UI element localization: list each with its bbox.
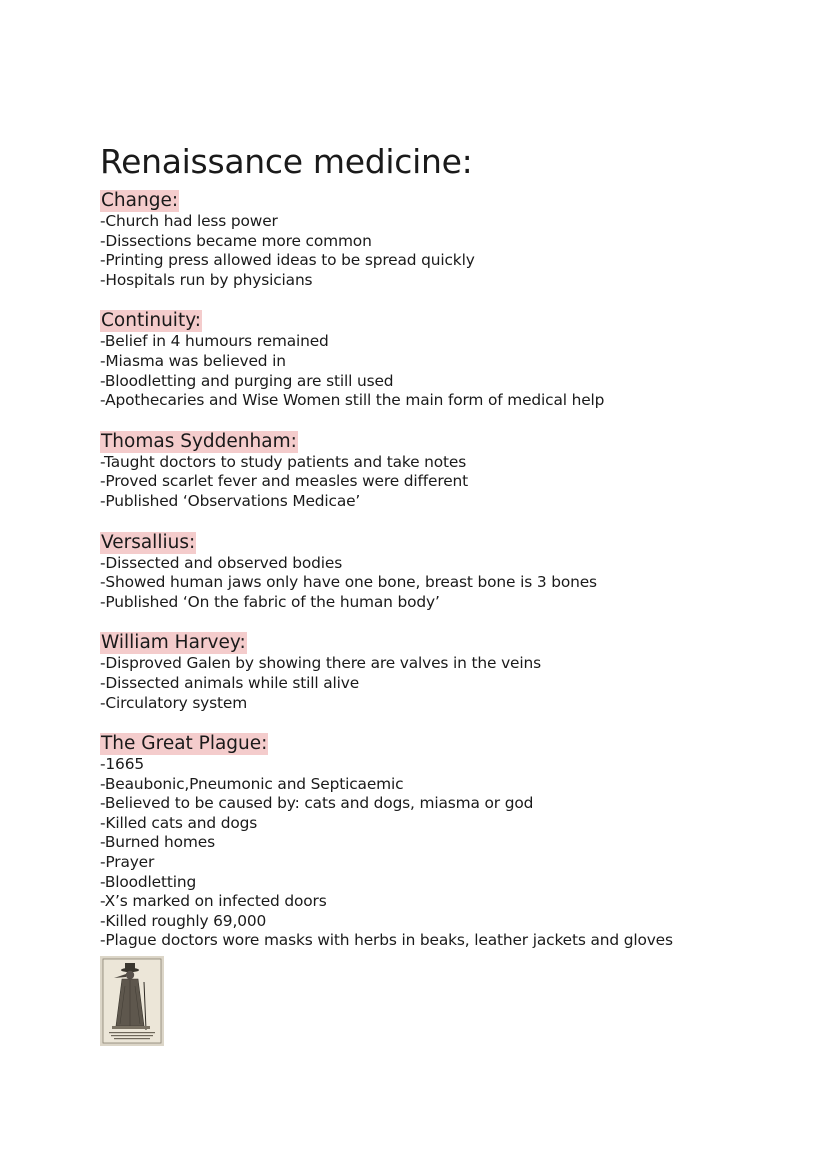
list-item: -Hospitals run by physicians: [100, 270, 313, 289]
document-page: [100, 143, 800, 1046]
section-heading: Versallius:: [101, 531, 196, 553]
list-item: -Disproved Galen by showing there are valves in the veins: [100, 654, 541, 673]
list-item: -Killed cats and dogs: [100, 813, 258, 832]
list-item: -Burned homes: [100, 833, 215, 852]
mask-head: [126, 971, 134, 979]
bullet-list: [100, 755, 800, 951]
list-item: -Believed to be caused by: cats and dogs, miasma or god: [100, 794, 534, 813]
list-item: -Plague doctors wore masks with herbs in beaks, leather jackets and gloves: [100, 931, 673, 950]
page-title: Renaissance medicine:: [100, 142, 473, 181]
list-item: -X’s marked on infected doors: [100, 892, 327, 911]
section-heading: Thomas Syddenham:: [101, 430, 297, 452]
list-item: -Published ‘On the fabric of the human body’: [100, 592, 440, 611]
list-item: -Taught doctors to study patients and take notes: [100, 452, 467, 471]
list-item: -Proved scarlet fever and measles were different: [100, 472, 469, 491]
caption-line: [109, 1032, 155, 1033]
list-item: -1665: [100, 755, 144, 774]
section-change: [100, 190, 800, 290]
ground: [112, 1026, 150, 1029]
list-item: -Circulatory system: [100, 693, 248, 712]
bullet-list: [100, 453, 800, 512]
bullet-list: [100, 554, 800, 613]
section-heading: William Harvey:: [101, 632, 246, 654]
list-item: -Showed human jaws only have one bone, breast bone is 3 bones: [100, 573, 597, 592]
list-item: -Bloodletting: [100, 872, 197, 891]
bullet-list: [100, 212, 800, 290]
list-item: -Apothecaries and Wise Women still the main form of medical help: [100, 391, 605, 410]
list-item: -Killed roughly 69,000: [100, 911, 267, 930]
section-heading: The Great Plague:: [101, 733, 268, 755]
caption-line: [114, 1038, 150, 1039]
list-item: -Dissections became more common: [100, 231, 372, 250]
section-heading: Change:: [101, 190, 179, 211]
section-continuity: [100, 310, 800, 410]
bullet-list: [100, 332, 800, 410]
list-item: -Church had less power: [100, 212, 278, 230]
section-versallius: [100, 532, 800, 613]
list-item: -Beaubonic,Pneumonic and Septicaemic: [100, 774, 404, 793]
list-item: -Miasma was believed in: [100, 351, 286, 370]
plague-doctor-illustration: [100, 956, 164, 1046]
list-item: -Printing press allowed ideas to be spread quickly: [100, 251, 475, 270]
bullet-list: [100, 654, 800, 713]
hat-crown: [125, 963, 135, 970]
list-item: -Dissected and observed bodies: [100, 553, 343, 572]
list-item: -Belief in 4 humours remained: [100, 332, 329, 351]
list-item: -Bloodletting and purging are still used: [100, 371, 394, 390]
list-item: -Dissected animals while still alive: [100, 673, 360, 692]
list-item: -Prayer: [100, 853, 155, 872]
caption-line: [111, 1035, 153, 1036]
section-heading: Continuity:: [101, 310, 202, 332]
section-great-plague: [100, 733, 800, 1046]
section-william-harvey: [100, 632, 800, 713]
section-thomas-syddenham: [100, 431, 800, 512]
list-item: -Published ‘Observations Medicae’: [100, 491, 361, 510]
